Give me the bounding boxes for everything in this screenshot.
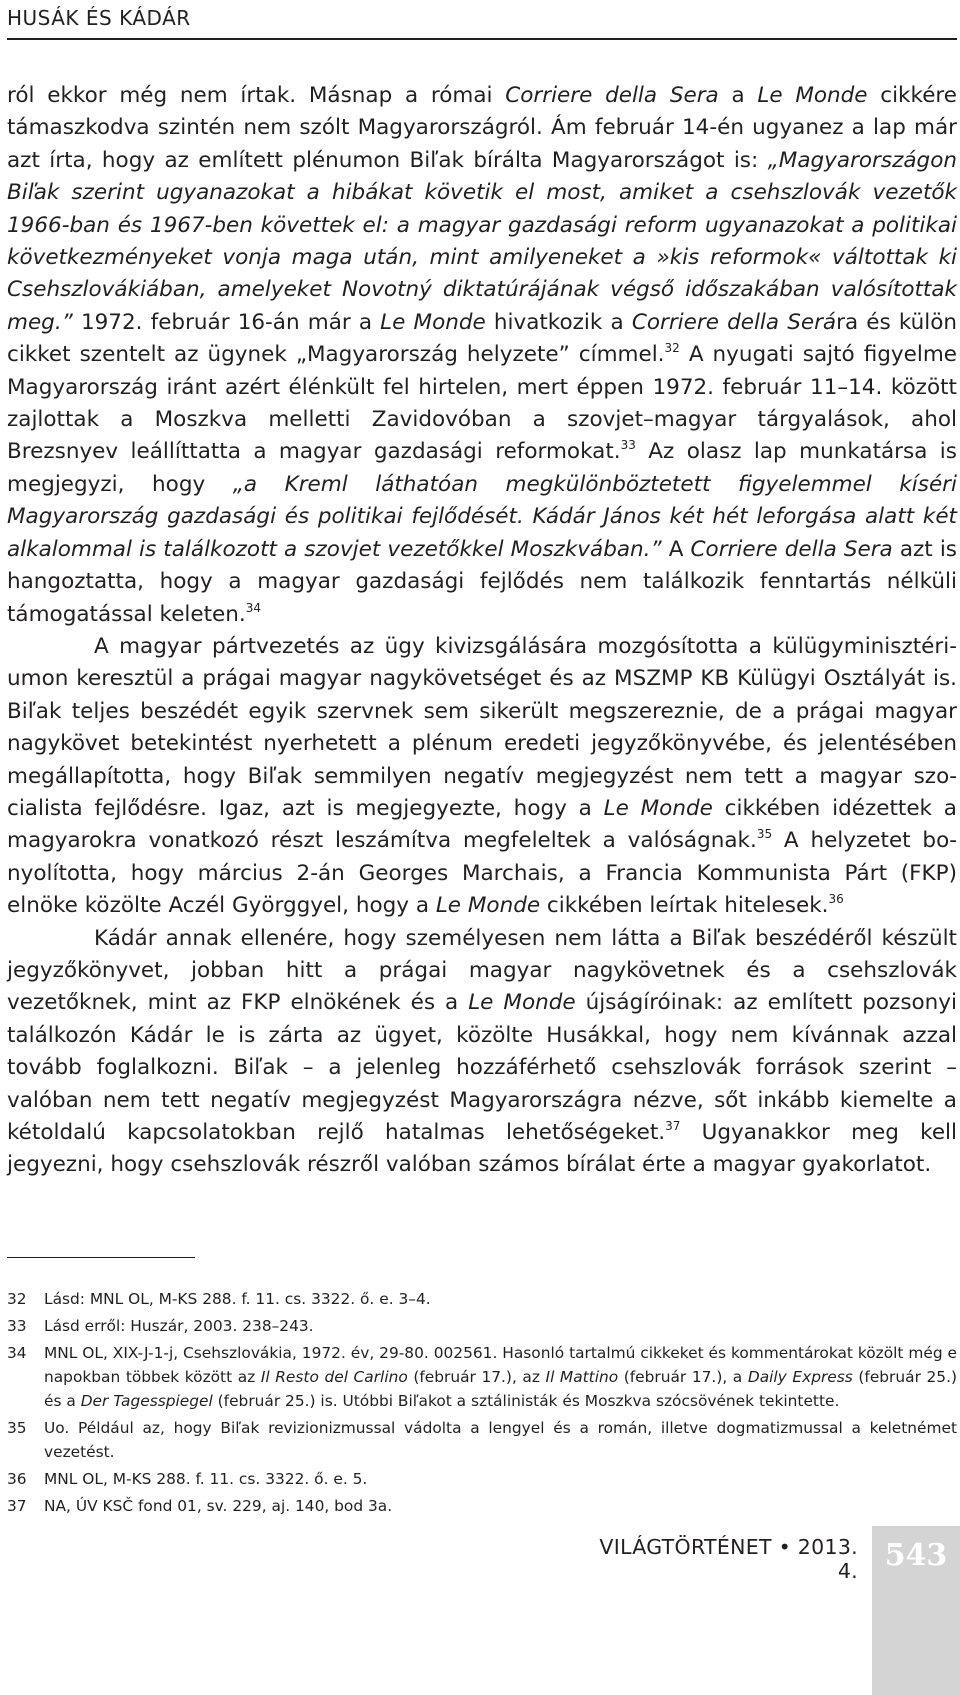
footnote-number: 34 bbox=[7, 1344, 27, 1362]
footnote-number: 32 bbox=[7, 1290, 27, 1308]
paragraph-1 bbox=[7, 80, 957, 631]
publication-title: Il Resto del Carlino bbox=[260, 1368, 408, 1386]
text-run: (február 17.), az bbox=[407, 1368, 546, 1386]
text-run: cikkében idézettek a magyarokra vonatkozó részt leszámítva megfeleltek a valóságnak. bbox=[7, 795, 957, 854]
body-text bbox=[7, 80, 957, 1182]
text-run: azt is hangoztatta, hogy a magyar gazdasági fejlődés nem találkozik fenntartás nélküli támogatással keleten. bbox=[7, 536, 957, 627]
page-number: 543 bbox=[884, 1538, 948, 1573]
footnote-separator bbox=[7, 1257, 195, 1258]
publication-title: Corriere della Sera bbox=[505, 83, 719, 108]
text-run: Az olasz lap munkatársa is megjegyzi, hogy bbox=[7, 439, 957, 497]
quotation: „Magyarországon Biľak szerint ugyanazokat a hibákat követik el most, amiket a csehszlovák vezetők 1966-ban és 1967-ben követtek el: a magyar gazdasági reform ugyanazokat a politikai következményeket vonja maga után, mint amilyeneket a »kis reformok« váltottak ki Csehszlovákiában, amelyeket Novotný diktatúrájának végső időszakában valósítottak meg.” bbox=[7, 147, 957, 335]
footnote-34 bbox=[7, 1341, 957, 1413]
text-run: (február 25.) is. Utóbbi Biľakot a sztálinisták és Moszkva szócsövének tekintette. bbox=[212, 1392, 840, 1410]
text-run: A bbox=[661, 536, 691, 562]
footnote-33 bbox=[7, 1314, 957, 1338]
text-run: ra és külön cikket szentelt az ügynek „Magyarország helyzete” címmel. bbox=[7, 309, 958, 368]
text-run: A magyar pártvezetés az ügy kivizsgálására mozgósította a külügyminisztériumon keresztül a prágai magyar nagykövetséget és az MSZMP KB Külügyi Osztályát is. Biľak teljes beszédét egyik szervnek sem sikerült megszereznie, de a prágai magyar nagykövet betekintést nyerhetett a plénum eredeti jegyzőkönyvébe, és jelentésében megállapította, hogy Biľak semmilyen negatív megjegyzést nem tett a magyar szocialista fejlődésre. Igaz, azt is megjegyezte, hogy a bbox=[7, 633, 957, 821]
text-run: ról ekkor még nem írtak. Másnap a római bbox=[7, 83, 506, 108]
footnote-text bbox=[44, 1341, 957, 1413]
publication-title: Der Tagesspiegel bbox=[80, 1392, 213, 1410]
text-run: MNL OL, XIX-J-1-j, Csehszlovákia, 1972. év, 29-80. 002561. Hasonló tartalmú cikkeket és kommentárokat közölt még e napokban többek között az bbox=[44, 1344, 957, 1386]
footnote-text: Lásd: MNL OL, M-KS 288. f. 11. cs. 3322. ő. e. 3–4. bbox=[44, 1290, 431, 1308]
footnote-number: 35 bbox=[7, 1419, 27, 1437]
text-run: Ugyanakkor meg kell jegyezni, hogy csehszlovák részről valóban számos bírálat érte a magyar gyakorlatot. bbox=[7, 1120, 957, 1178]
text-run: újságíróinak: az említett pozsonyi találkozón Kádár le is zárta az ügyet, közölte Husákkal, hogy nem kívánnak azzal tovább foglalkozni. Biľak – a jelenleg hozzáférhető csehszlovák források szerint – valóban nem tett negatív megjegyzést Magyarországra nézve, sőt inkább kiemelte a kétoldalú kapcsolatokban rejlő hatalmas lehetőségeket. bbox=[7, 990, 957, 1145]
footnote-ref[interactable]: 34 bbox=[245, 600, 262, 615]
footnote-37 bbox=[7, 1494, 957, 1518]
journal-name: VILÁGTÖRTÉNET • 2013. 4. bbox=[599, 1535, 858, 1583]
footnote-35 bbox=[7, 1416, 957, 1464]
paragraph-3 bbox=[7, 923, 957, 1182]
footnote-text: Uo. Például az, hogy Biľak revizionizmussal vádolta a lengyel és a román, illetve dogmatizmussal a keletnémet vezetést. bbox=[44, 1419, 957, 1461]
text-run: Kádár annak ellenére, hogy személyesen nem látta a Biľak beszédéről készült jegyzőkönyvet, jobban hitt a prágai magyar nagykövetnek és a csehszlovák vezetőknek, mint az FKP elnökének és a bbox=[7, 925, 957, 1016]
publication-title: Daily Express bbox=[747, 1368, 853, 1386]
publication-title: Le Monde bbox=[435, 893, 541, 919]
publication-title: Le Monde bbox=[757, 83, 868, 108]
publication-title: Le Monde bbox=[468, 990, 576, 1016]
footnote-text: Lásd erről: Huszár, 2003. 238–243. bbox=[44, 1317, 314, 1335]
footnote-ref[interactable]: 35 bbox=[756, 827, 773, 842]
text-run: a bbox=[718, 83, 758, 108]
text-run: hivatkozik a bbox=[485, 309, 632, 335]
quotation: „a Kreml láthatóan megkülönböztetett figyelemmel kíséri Magyarország gazdasági és politikai fejlődését. Kádár János két hét leforgása alatt két alkalommal is találkozott a szovjet vezetőkkel Moszkvában.” bbox=[7, 471, 957, 562]
text-run: (február 17.), a bbox=[618, 1368, 748, 1386]
footnotes bbox=[7, 1287, 957, 1521]
footnote-36 bbox=[7, 1467, 957, 1491]
footnote-ref[interactable]: 33 bbox=[620, 438, 636, 453]
footnote-text: MNL OL, M-KS 288. f. 11. cs. 3322. ő. e. 5. bbox=[44, 1470, 368, 1488]
footnote-number: 36 bbox=[7, 1470, 27, 1488]
running-head: HUSÁK ÉS KÁDÁR bbox=[7, 6, 191, 30]
paragraph-2 bbox=[7, 631, 957, 923]
text-run: A nyugati sajtó figyelme Magyarország iránt azért élénkült fel hirtelen, mert éppen 1972. február 11–14. között zajlottak a Moszkva melletti Zavidovóban a szovjet–magyar tárgyalások, ahol Brezsnyev leállíttatta a magyar gazdasági reformokat. bbox=[7, 342, 957, 465]
footnote-ref[interactable]: 32 bbox=[664, 341, 680, 356]
text-run: A helyzetet bonyolította, hogy március 2-án Georges Marchais, a Francia Kommunista Párt (FKP) elnöke közölte Aczél Györggyel, hogy a bbox=[7, 828, 957, 919]
footnote-text: NA, ÚV KSČ fond 01, sv. 229, aj. 140, bod 3a. bbox=[44, 1497, 393, 1515]
publication-title: Corriere della Será bbox=[631, 309, 837, 335]
footnote-number: 37 bbox=[7, 1497, 27, 1515]
footnote-ref[interactable]: 36 bbox=[828, 892, 844, 907]
page-number-box bbox=[872, 1526, 960, 1695]
header-rule bbox=[7, 38, 957, 40]
text-run: 1972. február 16-án már a bbox=[72, 309, 381, 335]
publication-title: Il Mattino bbox=[545, 1368, 619, 1386]
footnote-ref[interactable]: 37 bbox=[665, 1119, 681, 1133]
text-run: cikkében leírtak hitelesek. bbox=[540, 893, 829, 919]
text-run: (február 25.) és a bbox=[44, 1368, 957, 1410]
publication-title: Le Monde bbox=[603, 795, 713, 821]
footnote-32 bbox=[7, 1287, 957, 1311]
text-run: cikkére támaszkodva szintén nem szólt Magyarországról. Ám február 14-én ugyanez a lap már azt írta, hogy az említett plénumon Biľak bírálta Magyarországot is: bbox=[7, 83, 958, 173]
publication-title: Corriere della Sera bbox=[690, 536, 893, 562]
publication-title: Le Monde bbox=[380, 309, 486, 335]
footnote-number: 33 bbox=[7, 1317, 27, 1335]
